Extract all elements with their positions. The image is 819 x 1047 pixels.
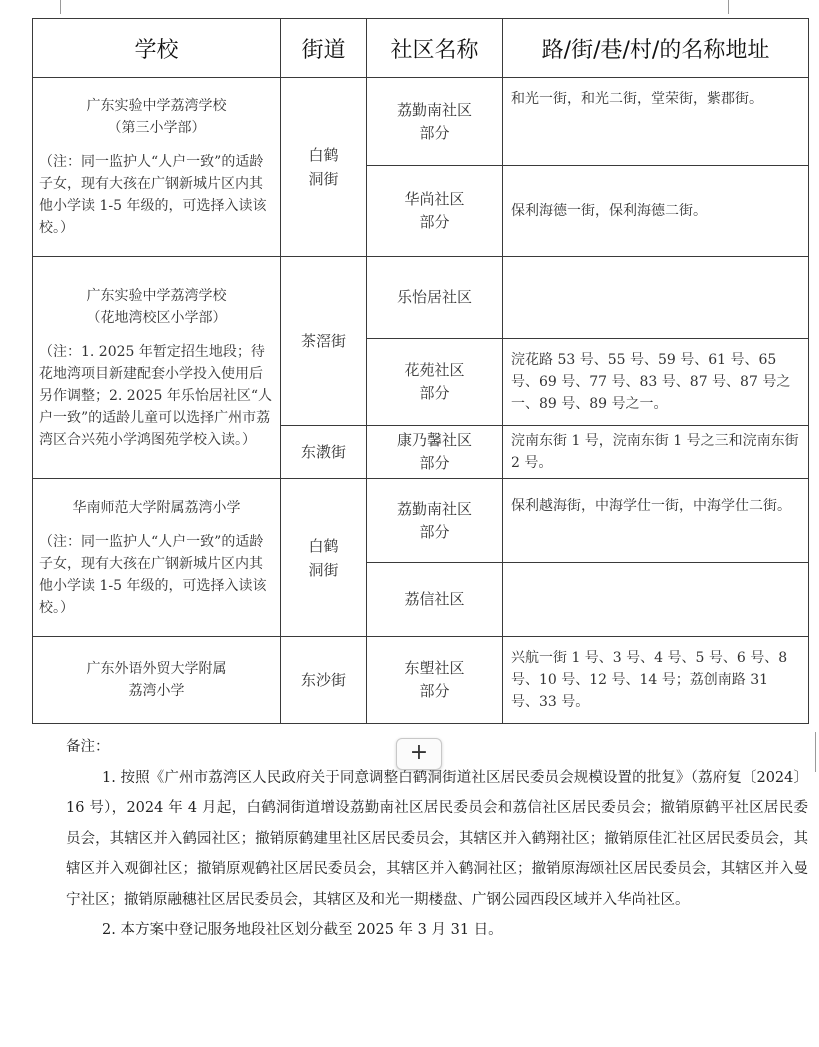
address-cell: 保利海德一街，保利海德二街。 (503, 166, 809, 257)
school-district-table (32, 18, 809, 724)
page-margin-mark (728, 0, 729, 14)
header-community: 社区名称 (367, 19, 503, 78)
school-name: 广东外语外贸大学附属 (86, 661, 227, 677)
community-name: 华尚社区 (404, 190, 465, 208)
street-name: 东漖街 (300, 443, 346, 461)
community-cell (367, 166, 503, 257)
community-name: 荔信社区 (404, 590, 465, 608)
street-cell (281, 78, 367, 257)
street-cell (281, 257, 367, 426)
community-name: 乐怡居社区 (396, 288, 472, 306)
school-note: （注：同一监护人“人户一致”的适龄子女，现有大孩在广钢新城片区内其他小学读 1-5 年级的，可选择入读该校。） (39, 154, 267, 236)
address-cell: 浣南东街 1 号，浣南东街 1 号之三和浣南东街 2 号。 (503, 426, 809, 479)
community-part: 部分 (419, 682, 450, 700)
note-item: 2. 本方案中登记服务地段社区划分截至 2025 年 3 月 31 日。 (102, 922, 503, 938)
note-item: 1. 按照《广州市荔湾区人民政府关于同意调整白鹤洞街道社区居民委员会规模设置的批复》（荔府复〔2024〕16 号），2024 年 4 月起，白鹤洞街道增设荔勤南社区居民委员会和荔信社区居民委员会；撤销原鹤平社区居民委员会，其辖区并入鹤园社区；撤销原鹤建里社区居民委员会，其辖区并入鹤翔社区；撤销原佳汇社区居民委员会，其辖区并入观御社区；撤销原观鹤社区居民委员会，其辖区并入鹤洞社区；撤销原海颂社区居民委员会，其辖区并入曼宁社区；撤销原融穗社区居民委员会，其辖区及和光一期楼盘、广钢公园西段区域并入华尚社区。 (66, 769, 808, 908)
street-name: 茶滘街 (300, 332, 346, 350)
address-cell (503, 257, 809, 339)
header-address: 路/街/巷/村/的名称地址 (503, 19, 809, 78)
notes-label: 备注： (66, 739, 110, 755)
community-name: 荔勤南社区 (396, 499, 472, 518)
add-button[interactable]: + (396, 738, 442, 770)
school-note: （注：同一监护人“人户一致”的适龄子女，现有大孩在广钢新城片区内其他小学读 1-5 年级的，可选择入读该校。） (39, 533, 267, 616)
address-cell (503, 563, 809, 637)
school-sub: 荔湾小学 (128, 683, 185, 699)
community-name: 东塱社区 (404, 659, 465, 677)
community-cell (367, 563, 503, 637)
school-name: 华南师范大学附属荔湾小学 (72, 499, 241, 516)
community-part: 部分 (419, 522, 450, 541)
school-name: 广东实验中学荔湾学校 (86, 98, 227, 114)
school-sub: （第三小学部） (107, 120, 206, 136)
school-cell (33, 479, 281, 637)
school-cell (33, 257, 281, 479)
table-row (33, 479, 809, 563)
header-school: 学校 (33, 19, 281, 78)
community-name: 花苑社区 (404, 361, 465, 379)
table-row (33, 257, 809, 339)
school-note: （注：1. 2025 年暂定招生地段；待花地湾项目新建配套小学投入使用后另作调整；2. 2025 年乐怡居社区“人户一致”的适龄儿童可以选择广州市荔湾区合兴苑小学鸿图苑学校入读。） (39, 343, 273, 448)
street-cell (281, 426, 367, 479)
community-cell (367, 78, 503, 166)
community-part: 部分 (419, 384, 450, 402)
school-sub: （花地湾校区小学部） (86, 309, 227, 326)
street-cell (281, 637, 367, 724)
community-cell (367, 479, 503, 563)
scroll-edge-mark (815, 732, 816, 772)
community-part: 部分 (419, 454, 450, 472)
address-cell: 保利越海街，中海学仕一街，中海学仕二街。 (503, 479, 809, 563)
community-name: 康乃馨社区 (396, 431, 472, 449)
street-cell (281, 479, 367, 637)
street-name: 白鹤洞街 (308, 536, 339, 579)
address-cell: 兴航一街 1 号、3 号、4 号、5 号、6 号、8 号、10 号、12 号、14 号；荔创南路 31 号、33 号。 (503, 637, 809, 724)
street-name: 白鹤洞街 (308, 146, 339, 188)
school-cell (33, 637, 281, 724)
page-margin-mark (60, 0, 61, 14)
school-name: 广东实验中学荔湾学校 (86, 287, 227, 304)
street-name: 东沙街 (300, 671, 346, 689)
community-part: 部分 (419, 213, 450, 231)
address-cell: 和光一街，和光二街，堂荣街，紫郡街。 (503, 78, 809, 166)
table-row (33, 78, 809, 166)
header-street: 街道 (281, 19, 367, 78)
address-cell: 浣花路 53 号、55 号、59 号、61 号、65 号、69 号、77 号、83 号、87 号、87 号之一、89 号、89 号之一。 (503, 339, 809, 426)
community-cell (367, 257, 503, 339)
community-cell (367, 339, 503, 426)
community-name: 荔勤南社区 (396, 100, 472, 119)
community-cell (367, 426, 503, 479)
table-row (33, 637, 809, 724)
community-cell (367, 637, 503, 724)
table-header-row (33, 19, 809, 78)
school-cell (33, 78, 281, 257)
community-part: 部分 (419, 123, 450, 142)
